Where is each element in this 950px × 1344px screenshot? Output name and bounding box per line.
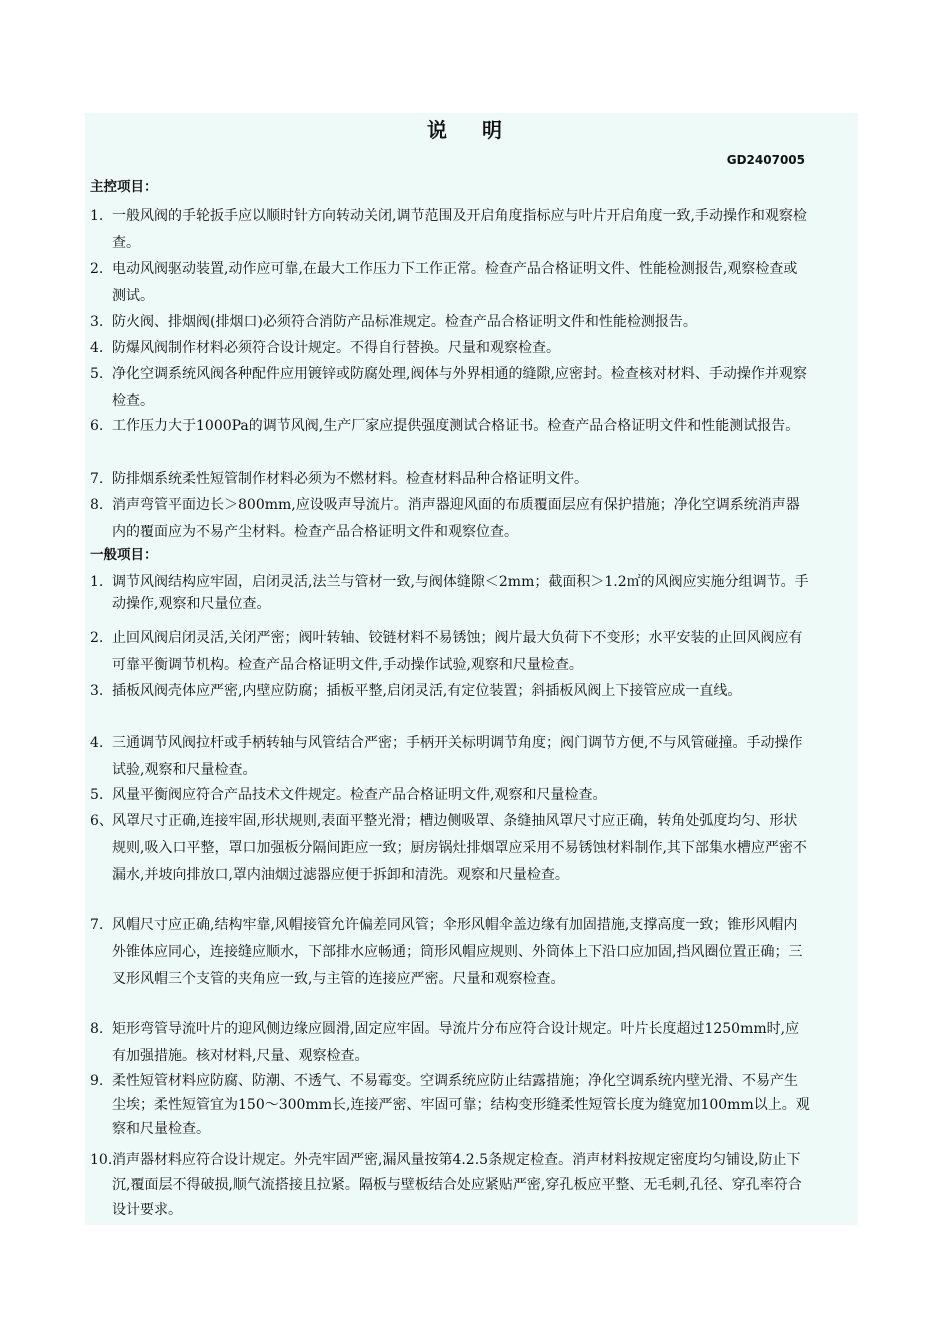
item-number: 1. xyxy=(90,208,104,224)
section-heading-main-control: 主控项目： xyxy=(90,179,158,195)
item-number: 4. xyxy=(90,735,104,751)
list-item xyxy=(90,335,810,362)
list-item xyxy=(90,413,810,440)
item-number: 2. xyxy=(90,630,104,646)
item-number: 2. xyxy=(90,261,104,277)
list-item xyxy=(90,912,810,993)
section-heading-general: 一般项目： xyxy=(90,547,158,563)
item-text: 消声弯管平面边长＞800mm,应设吸声导流片。消声器迎风面的布质覆面层应有保护措施；净化空调系统消声器内的覆面应为不易产尘材料。检查产品合格证明文件和观察位查。 xyxy=(112,497,800,540)
list-item xyxy=(90,571,810,615)
item-number: 1. xyxy=(90,574,104,590)
item-number: 6. xyxy=(90,418,104,434)
item-number: 8. xyxy=(90,497,104,513)
item-text: 防排烟系统柔性短管制作材料必须为不燃材料。检查材料品种合格证明文件。 xyxy=(112,471,588,487)
list-item xyxy=(90,256,810,310)
list-item xyxy=(90,309,810,336)
item-number: 10. xyxy=(90,1152,113,1168)
item-text: 电动风阀驱动装置,动作应可靠,在最大工作压力下工作正常。检查产品合格证明文件、性能检测报告,观察检查或测试。 xyxy=(112,261,798,304)
item-text: 防火阀、排烟阀(排烟口)必须符合消防产品标准规定。检查产品合格证明文件和性能检测报告。 xyxy=(112,314,697,330)
item-number: 3. xyxy=(90,683,104,699)
item-text: 柔性短管材料应防腐、防潮、不透气、不易霉变。空调系统应防止结露措施；净化空调系统内壁光滑、不易产生尘埃；柔性短管宜为150～300mm长,连接严密、牢固可靠；结构变形缝柔性短管长度为缝宽加100mm以上。观察和尺量检查。 xyxy=(112,1073,810,1137)
item-text: 工作压力大于1000Pa的调节风阀,生产厂家应提供强度测试合格证书。检查产品合格证明文件和性能测试报告。 xyxy=(112,418,800,434)
list-item xyxy=(90,808,810,889)
item-number: 9. xyxy=(90,1073,104,1089)
item-text: 净化空调系统风阀各种配件应用镀锌或防腐处理,阀体与外界相通的缝隙,应密封。检查核对材料、手动操作并观察检查。 xyxy=(112,366,807,409)
list-item xyxy=(90,678,810,705)
item-number: 7. xyxy=(90,917,104,933)
list-item xyxy=(90,361,810,415)
list-item xyxy=(90,730,810,784)
item-text: 风帽尺寸应正确,结构牢靠,风帽接管允许偏差同风管；伞形风帽伞盖边缘有加固措施,支撑高度一致；锥形风帽内外锥体应同心，连接缝应顺水，下部排水应畅通；筒形风帽应规则、外筒体上下沿口应加固,挡风圈位置正确；三叉形风帽三个支管的夹角应一致,与主管的连接应严密。尺量和观察检查。 xyxy=(112,917,803,987)
item-number: 7. xyxy=(90,471,104,487)
item-text: 止回风阀启闭灵活,关闭严密；阀叶转轴、铰链材料不易锈蚀；阀片最大负荷下不变形；水平安装的止回风阀应有可靠平衡调节机构。检查产品合格证明文件,手动操作试验,观察和尺量检查。 xyxy=(112,630,803,673)
list-item xyxy=(90,1148,810,1223)
page-title: 说 明 xyxy=(427,118,516,142)
item-text: 一般风阀的手轮扳手应以顺时针方向转动关闭,调节范围及开启角度指标应与叶片开启角度一致,手动操作和观察检查。 xyxy=(112,208,807,251)
item-text: 三通调节风阀拉杆或手柄转轴与风管结合严密；手柄开关标明调节角度；阀门调节方便,不与风管碰撞。手动操作试验,观察和尺量检查。 xyxy=(112,735,803,778)
list-item xyxy=(90,492,810,546)
item-text: 消声器材料应符合设计规定。外壳牢固严密,漏风量按第4.2.5条规定检查。消声材料按规定密度均匀铺设,防止下沉,覆面层不得破损,顺气流搭接且拉紧。隔板与壁板结合处应紧贴严密,穿孔板应平整、无毛刺,孔径、穿孔率符合设计要求。 xyxy=(112,1152,802,1218)
item-number: 3. xyxy=(90,314,104,330)
document-code: GD2407005 xyxy=(726,153,805,167)
list-item xyxy=(90,782,810,809)
item-text: 风罩尺寸正确,连接牢固,形状规则,表面平整光滑；槽边侧吸罩、条缝抽风罩尺寸应正确，转角处弧度均匀、形状规则,吸入口平整，罩口加强板分隔间距应一致；厨房锅灶排烟罩应采用不易锈蚀材料制作,其下部集水槽应严密不漏水,并坡向排放口,罩内油烟过滤器应便于拆卸和清洗。观察和尺量检查。 xyxy=(112,813,807,883)
item-text: 风量平衡阀应符合产品技术文件规定。检查产品合格证明文件,观察和尺量检查。 xyxy=(112,787,607,803)
item-number: 6、 xyxy=(90,813,113,829)
item-text: 插板风阀壳体应严密,内壁应防腐；插板平整,启闭灵活,有定位装置；斜插板风阀上下接管应成一直线。 xyxy=(112,683,742,699)
item-text: 防爆风阀制作材料必须符合设计规定。不得自行替换。尺量和观察检查。 xyxy=(112,340,560,356)
list-item xyxy=(90,466,810,493)
list-item xyxy=(90,625,810,679)
item-text: 调节风阀结构应牢固，启闭灵活,法兰与管材一致,与阀体缝隙＜2mm；截面积＞1.2㎡的风阀应实施分组调节。手动操作,观察和尺量位查。 xyxy=(112,574,809,612)
list-item xyxy=(90,1016,810,1070)
item-number: 8. xyxy=(90,1021,104,1037)
list-item xyxy=(90,203,810,257)
item-number: 5. xyxy=(90,366,104,382)
item-number: 4. xyxy=(90,340,104,356)
list-item xyxy=(90,1069,810,1141)
item-text: 矩形弯管导流叶片的迎风侧边缘应圆滑,固定应牢固。导流片分布应符合设计规定。叶片长度超过1250mm时,应有加强措施。核对材料,尺量、观察检查。 xyxy=(112,1021,800,1064)
item-number: 5. xyxy=(90,787,104,803)
